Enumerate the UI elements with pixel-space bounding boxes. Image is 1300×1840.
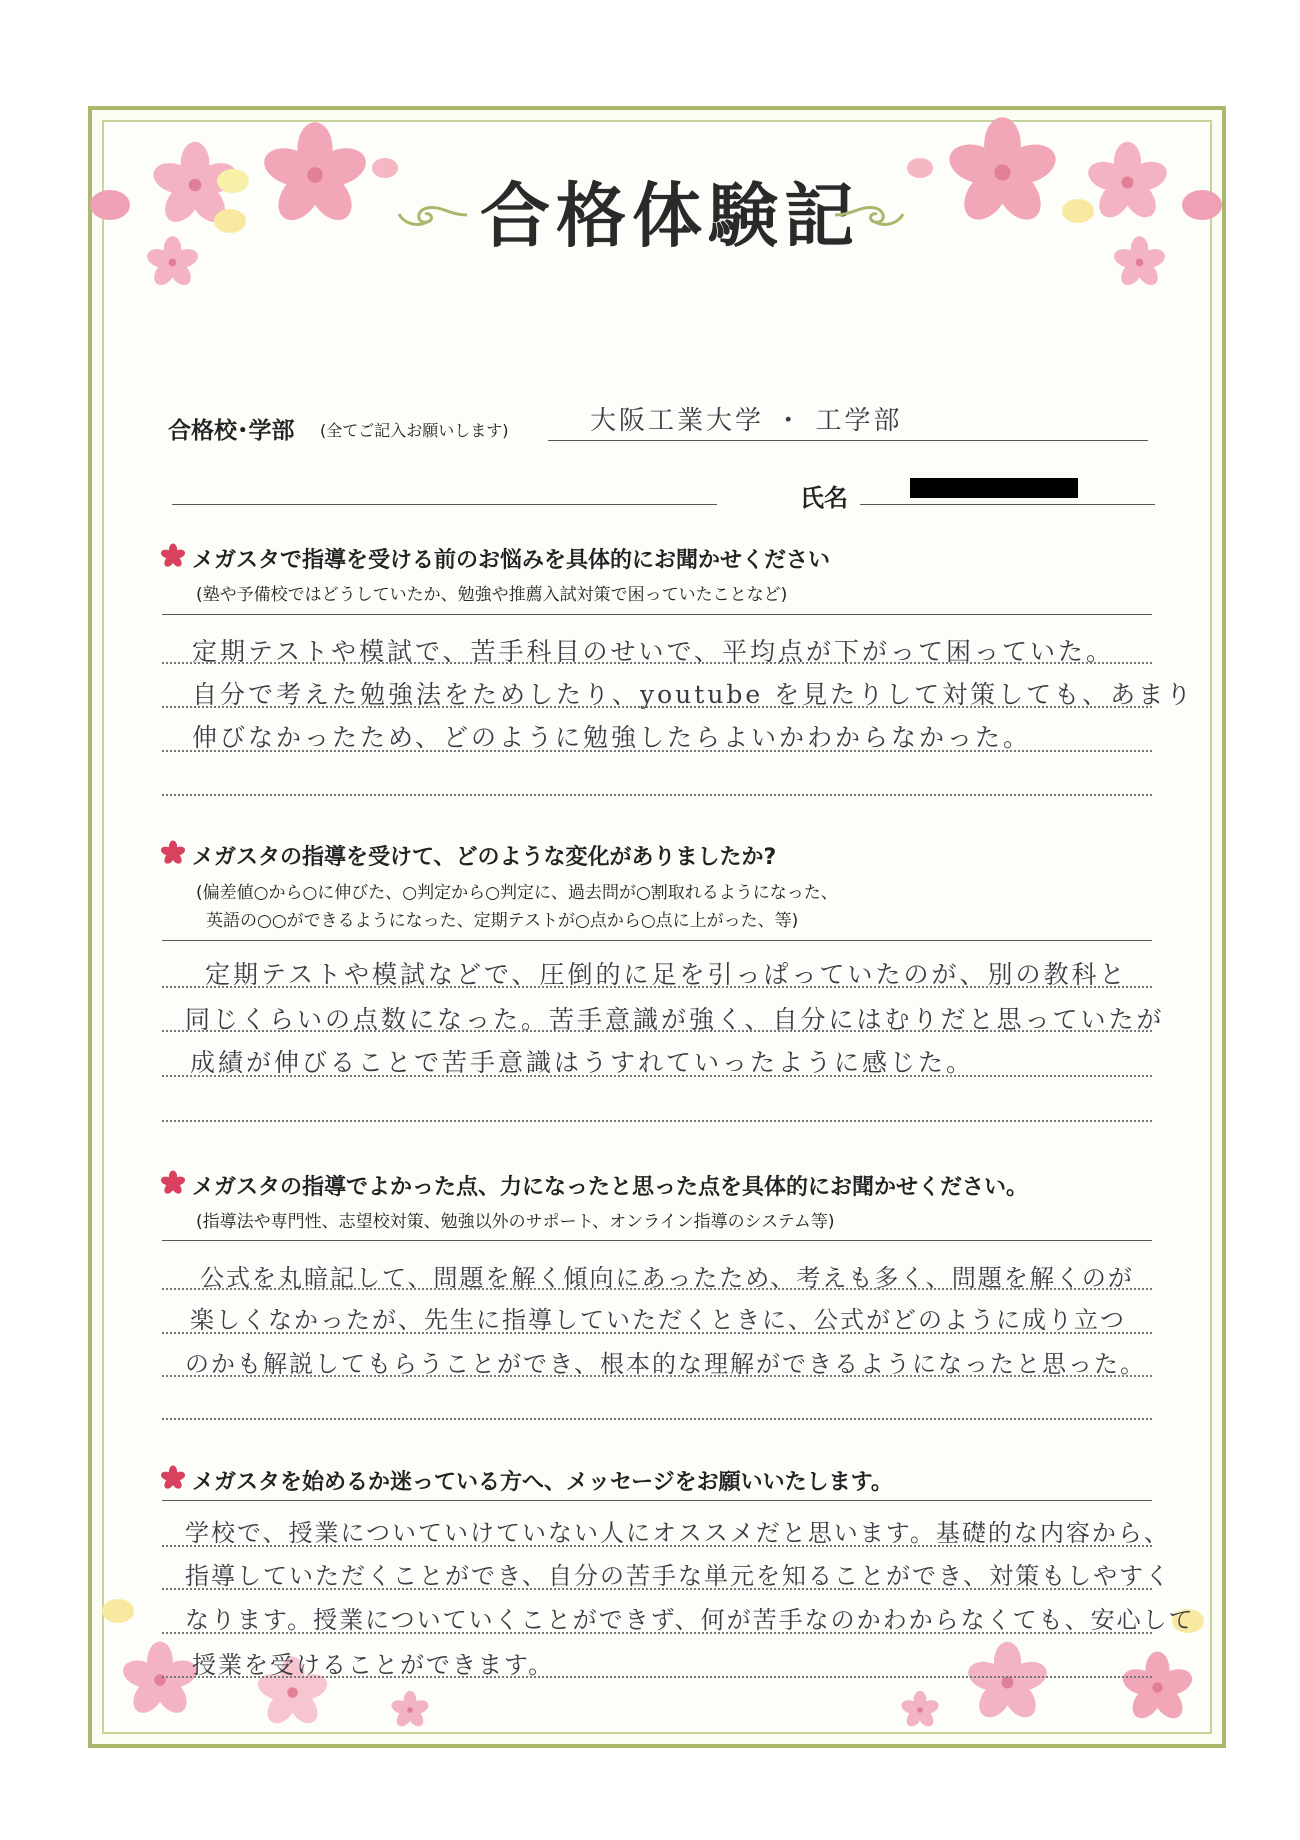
blossom-bullet-icon: [160, 1465, 186, 1491]
answer-1-line-2[interactable]: 自分で考えた勉強法をためしたり、youtube を見たりして対策しても、あまり: [192, 680, 1195, 709]
answer-3-line-3[interactable]: のかも解説してもらうことができ、根本的な理解ができるようになったと思った。: [185, 1350, 1147, 1378]
cherry-blossom-icon: [390, 1690, 430, 1730]
answer-4-rule-4: [162, 1676, 1152, 1678]
question-1: メガスタで指導を受ける前のお悩みを具体的にお聞かせください: [192, 548, 831, 573]
answer-2-rule-2: [162, 1030, 1152, 1032]
school-note: (全てご記入お願いします): [320, 421, 509, 440]
answer-3-line-1[interactable]: 公式を丸暗記して、問題を解く傾向にあったため、考えも多く、問題を解くのが: [200, 1264, 1134, 1292]
answer-3-rule-2: [162, 1332, 1152, 1334]
answer-2-line-2[interactable]: 同じくらいの点数になった。苦手意識が強く、自分にはむりだと思っていたが: [185, 1005, 1165, 1034]
swirl-ornament-right-icon: [832, 200, 907, 230]
name-underline: [860, 504, 1155, 505]
question-1-hint: (塾や予備校ではどうしていたか、勉強や推薦入試対策で困っていたことなど): [196, 585, 788, 605]
answer-3-rule-4: [162, 1418, 1152, 1420]
answer-1-line-3[interactable]: 伸びなかったため、どのように勉強したらよいかわからなかった。: [192, 723, 1032, 752]
answer-4-rule-1: [162, 1545, 1152, 1547]
answer-2-rule-4: [162, 1120, 1152, 1122]
school-underline: [548, 440, 1148, 441]
answer-4-rule-2: [162, 1588, 1152, 1590]
cherry-blossom-icon: [965, 1640, 1050, 1725]
school-label: 合格校･学部: [168, 418, 295, 444]
section-3-topline: [162, 1240, 1152, 1241]
section-4-topline: [162, 1500, 1152, 1501]
answer-2-rule-3: [162, 1075, 1152, 1077]
section-1-topline: [162, 614, 1152, 615]
answer-2-line-1[interactable]: 定期テストや模試などで、圧倒的に足を引っぱっていたのが、別の教科と: [205, 960, 1128, 989]
answer-4-line-4[interactable]: 授業を受けることができます。: [192, 1651, 555, 1679]
answer-3-rule-3: [162, 1375, 1152, 1377]
question-4: メガスタを始めるか迷っている方へ、メッセージをお願いいたします。: [192, 1470, 893, 1495]
answer-1-rule-4: [162, 794, 1152, 796]
answer-1-rule-3: [162, 750, 1152, 752]
answer-1-line-1[interactable]: 定期テストや模試で、苦手科目のせいで、平均点が下がって困っていた。: [192, 637, 1115, 666]
answer-4-rule-3: [162, 1632, 1152, 1634]
swirl-ornament-left-icon: [395, 200, 470, 230]
answer-3-line-2[interactable]: 楽しくなかったが、先生に指導していただくときに、公式がどのように成り立つ: [190, 1306, 1126, 1334]
cherry-blossom-icon: [1120, 1650, 1195, 1725]
question-2: メガスタの指導を受けて、どのような変化がありましたか?: [192, 845, 777, 870]
section-2-topline: [162, 940, 1152, 941]
answer-4-line-1[interactable]: 学校で、授業についていけていない人にオススメだと思います。基礎的な内容から、: [185, 1519, 1170, 1547]
question-2-hint-2: 英語の○○ができるようになった、定期テストが○点から○点に上がった、等): [206, 911, 799, 931]
answer-2-rule-1: [162, 986, 1152, 988]
name-redaction: [910, 478, 1078, 498]
school-value[interactable]: 大阪工業大学 ・ 工学部: [590, 406, 903, 436]
answer-4-line-2[interactable]: 指導していただくことができ、自分の苦手な単元を知ることができ、対策もしやすく: [185, 1562, 1172, 1590]
question-3: メガスタの指導でよかった点、力になったと思った点を具体的にお聞かせください。: [192, 1175, 1029, 1200]
answer-4-line-3[interactable]: なります。授業についていくことができず、何が苦手なのかわからなくても、安心して: [185, 1606, 1195, 1634]
answer-2-line-3[interactable]: 成績が伸びることで苦手意識はうすれていったように感じた。: [190, 1048, 975, 1077]
blossom-bullet-icon: [160, 1170, 186, 1196]
cherry-blossom-icon: [120, 1640, 200, 1720]
answer-1-rule-2: [162, 706, 1152, 708]
blossom-bullet-icon: [160, 543, 186, 569]
page-title: 合格体験記: [480, 174, 860, 257]
answer-3-rule-1: [162, 1288, 1152, 1290]
name-label: 氏名: [800, 484, 848, 512]
extra-underline: [172, 504, 717, 505]
cherry-blossom-icon: [900, 1690, 940, 1730]
blossom-bullet-icon: [160, 840, 186, 866]
petal-icon: [100, 1595, 136, 1627]
title-block: [0, 150, 1300, 257]
answer-1-rule-1: [162, 662, 1152, 664]
question-2-hint-1: (偏差値○から○に伸びた、○判定から○判定に、過去問が○割取れるようになった、: [196, 883, 838, 903]
question-3-hint: (指導法や専門性、志望校対策、勉強以外のサポート、オンライン指導のシステム等): [196, 1212, 835, 1232]
